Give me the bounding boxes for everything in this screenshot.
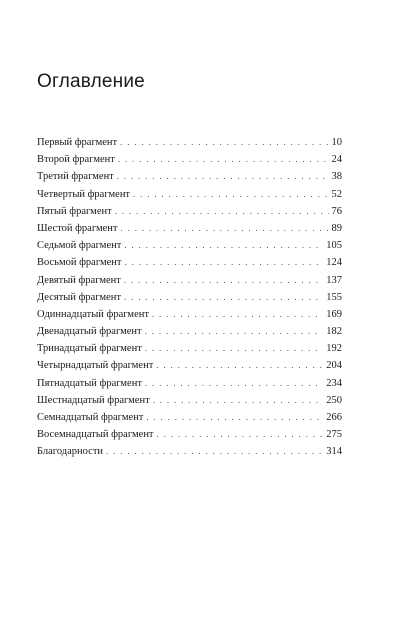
- toc-entry-page: 314: [326, 446, 342, 458]
- toc-entry[interactable]: [37, 186, 342, 203]
- toc-entry-title: Восьмой фрагмент: [37, 257, 122, 269]
- toc-entry[interactable]: [37, 254, 342, 271]
- toc-entry-title: Пятый фрагмент: [37, 205, 112, 217]
- toc-entry[interactable]: [37, 168, 342, 185]
- toc-entry-title: Седьмой фрагмент: [37, 240, 122, 252]
- dot-leader: [145, 375, 323, 392]
- dot-leader: [156, 357, 323, 374]
- toc-entry[interactable]: [37, 392, 342, 409]
- dot-leader: [120, 134, 328, 151]
- toc-entry-page: 10: [331, 137, 342, 148]
- dot-leader: [106, 443, 323, 460]
- toc-entry-title: Тринадцатый фрагмент: [37, 343, 142, 355]
- toc-entry-title: Пятнадцатый фрагмент: [37, 377, 142, 389]
- toc-entry[interactable]: [37, 409, 342, 426]
- dot-leader: [133, 186, 328, 203]
- toc-entry[interactable]: [37, 220, 342, 237]
- toc-entry-page: 266: [326, 412, 342, 423]
- toc-entry-title: Четырнадцатый фрагмент: [37, 360, 154, 372]
- dot-leader: [157, 426, 324, 443]
- dot-leader: [117, 168, 329, 185]
- dot-leader: [146, 409, 323, 426]
- dot-leader: [115, 203, 329, 220]
- toc-entry-title: Одиннадцатый фрагмент: [37, 308, 149, 320]
- toc-entry-page: 24: [331, 154, 342, 166]
- toc-entry-title: Десятый фрагмент: [37, 291, 121, 303]
- toc-entry-page: 76: [331, 205, 342, 217]
- toc-entry-title: Благодарности: [37, 446, 104, 458]
- toc-entry-page: 250: [326, 394, 342, 406]
- toc-entry-page: 137: [326, 274, 342, 286]
- toc-entry-page: 234: [326, 377, 342, 389]
- toc-entry-page: 155: [326, 291, 342, 303]
- toc-entry-page: 169: [326, 308, 342, 320]
- toc-entry[interactable]: [37, 357, 342, 374]
- toc-entry[interactable]: [37, 134, 342, 151]
- toc-entry-page: 124: [326, 257, 342, 269]
- toc-entry-page: 192: [326, 343, 342, 355]
- toc-entry-title: Третий фрагмент: [37, 171, 114, 183]
- toc-entry[interactable]: [37, 272, 342, 289]
- table-of-contents: [37, 134, 342, 461]
- dot-leader: [121, 220, 329, 237]
- toc-entry-page: 204: [326, 360, 342, 372]
- toc-entry[interactable]: [37, 289, 342, 306]
- toc-entry-page: 89: [331, 222, 342, 234]
- dot-leader: [152, 306, 323, 323]
- dot-leader: [145, 340, 323, 357]
- toc-entry-title: Семнадцатый фрагмент: [37, 412, 144, 423]
- dot-leader: [124, 272, 323, 289]
- toc-entry[interactable]: [37, 306, 342, 323]
- toc-entry[interactable]: [37, 426, 342, 443]
- dot-leader: [145, 323, 324, 340]
- toc-entry-title: Первый фрагмент: [37, 137, 118, 148]
- toc-entry-title: Шестнадцатый фрагмент: [37, 394, 150, 406]
- toc-entry-title: Четвертый фрагмент: [37, 188, 131, 200]
- page-title: Оглавление: [37, 71, 145, 92]
- dot-leader: [125, 254, 324, 271]
- toc-entry-title: Второй фрагмент: [37, 154, 115, 166]
- dot-leader: [124, 237, 323, 254]
- toc-entry-page: 38: [331, 171, 342, 183]
- toc-entry[interactable]: [37, 203, 342, 220]
- toc-entry[interactable]: [37, 237, 342, 254]
- dot-leader: [153, 392, 324, 409]
- toc-entry-title: Девятый фрагмент: [37, 274, 121, 286]
- toc-entry[interactable]: [37, 323, 342, 340]
- toc-entry-page: 275: [326, 429, 342, 441]
- toc-entry[interactable]: [37, 375, 342, 392]
- toc-entry[interactable]: [37, 443, 342, 460]
- toc-entry-title: Восемнадцатый фрагмент: [37, 429, 154, 441]
- toc-entry-page: 182: [326, 326, 342, 338]
- toc-entry-page: 52: [331, 188, 342, 200]
- toc-entry-page: 105: [326, 240, 342, 252]
- toc-entry[interactable]: [37, 340, 342, 357]
- dot-leader: [118, 151, 329, 168]
- toc-entry-title: Двенадцатый фрагмент: [37, 326, 142, 338]
- toc-entry[interactable]: [37, 151, 342, 168]
- dot-leader: [124, 289, 323, 306]
- toc-entry-title: Шестой фрагмент: [37, 222, 118, 234]
